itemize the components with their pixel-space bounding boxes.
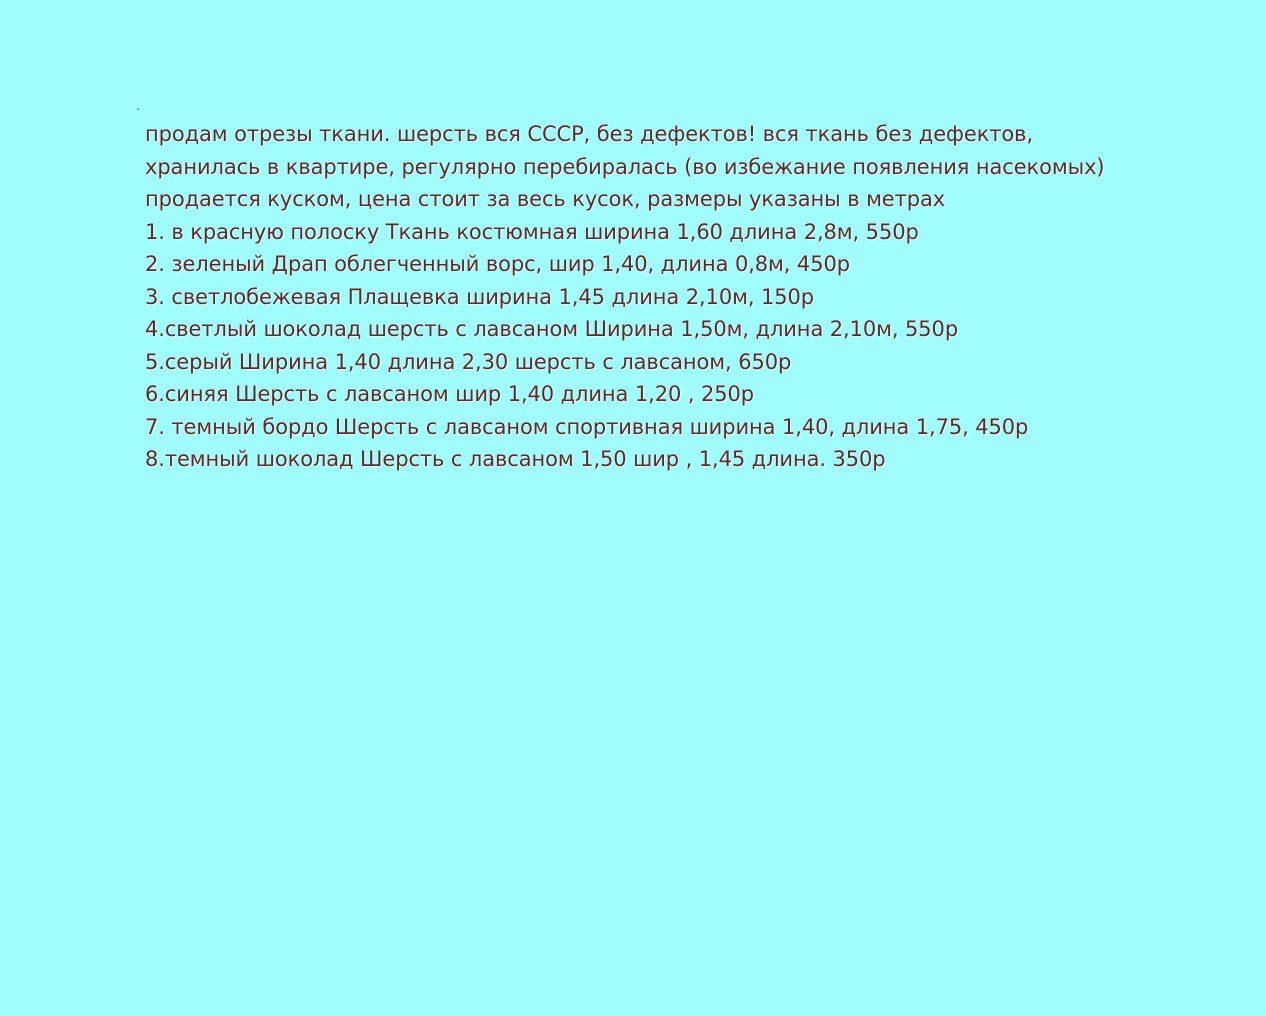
ad-intro-line: продается куском, цена стоит за весь кусок, размеры указаны в метрах [145,187,946,211]
fabric-item: 8.темный шоколад Шерсть с лавсаном 1,50 шир , 1,45 длина. 350р [145,447,886,471]
ad-intro-line: продам отрезы ткани. шерсть вся СССР, без дефектов! вся ткань без дефектов, [145,122,1034,146]
stray-dot [137,108,139,110]
fabric-item: 5.серый Ширина 1,40 длина 2,30 шерсть с лавсаном, 650р [145,349,792,374]
fabric-item: 3. светлобежевая Плащевка ширина 1,45 длина 2,10м, 150р [145,284,814,309]
fabric-sale-ad [145,118,1225,476]
fabric-item: 7. темный бордо Шерсть с лавсаном спортивная ширина 1,40, длина 1,75, 450р [145,414,1029,439]
fabric-item: 1. в красную полоску Ткань костюмная ширина 1,60 длина 2,8м, 550р [145,219,919,244]
fabric-item: 6.синяя Шерсть с лавсаном шир 1,40 длина 1,20 , 250р [145,382,754,406]
fabric-item: 2. зеленый Драп облегченный ворс, шир 1,40, длина 0,8м, 450р [145,252,850,276]
ad-intro-line: хранилась в квартире, регулярно перебиралась (во избежание появления насекомых) [145,154,1105,179]
fabric-item: 4.светлый шоколад шерсть с лавсаном Ширина 1,50м, длина 2,10м, 550р [145,317,959,341]
